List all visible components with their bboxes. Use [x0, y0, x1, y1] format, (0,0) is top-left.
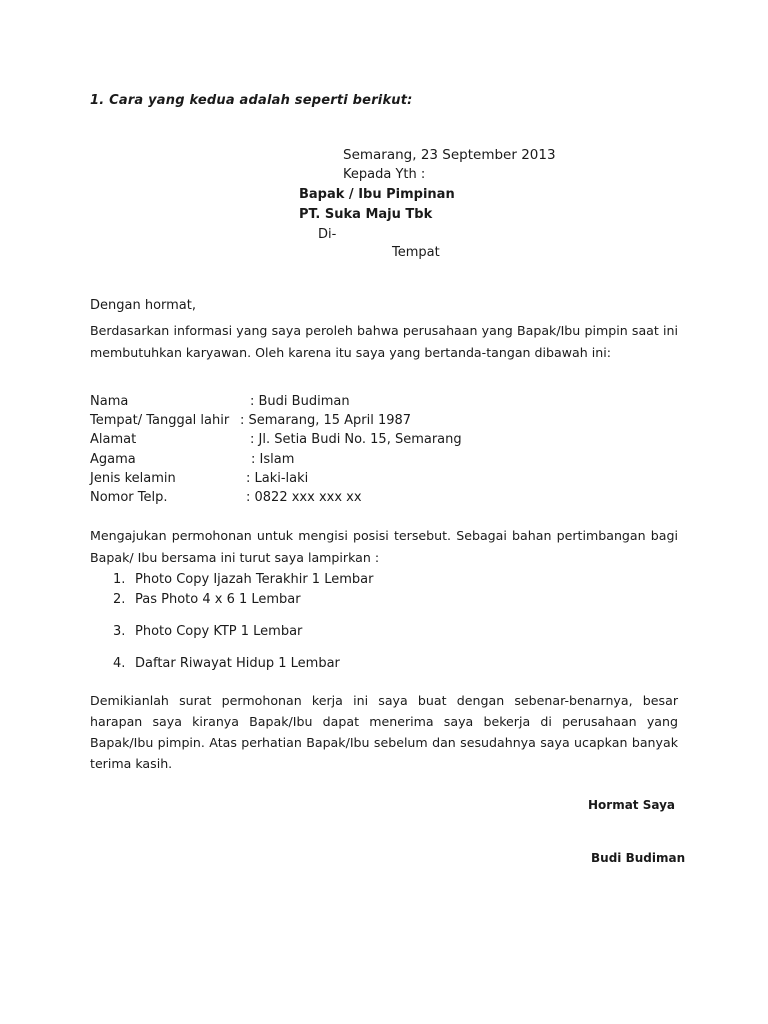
detail-label: Jenis kelamin	[90, 471, 176, 486]
detail-label: Alamat	[90, 432, 137, 447]
detail-value: : Islam	[251, 452, 295, 467]
attachment-number: 3.	[113, 624, 126, 639]
detail-value: : Laki-laki	[246, 471, 309, 486]
detail-label: Tempat/ Tanggal lahir	[90, 413, 230, 428]
recipient-place: Tempat	[392, 245, 440, 260]
attachment-text: Photo Copy Ijazah Terakhir 1 Lembar	[135, 572, 374, 587]
detail-value: : Semarang, 15 April 1987	[240, 413, 412, 428]
letter-date: Semarang, 23 September 2013	[343, 147, 556, 163]
detail-label: Agama	[90, 452, 136, 467]
addressee-prefix: Kepada Yth :	[343, 167, 426, 182]
detail-value: : Jl. Setia Budi No. 15, Semarang	[250, 432, 462, 447]
attachment-text: Photo Copy KTP 1 Lembar	[135, 624, 303, 639]
attachment-item	[113, 656, 340, 671]
attachment-item	[113, 592, 301, 607]
signature-name: Budi Budiman	[591, 851, 686, 865]
attachment-item	[113, 572, 373, 587]
application-paragraph: Mengajukan permohonan untuk mengisi posisi tersebut. Sebagai bahan pertimbangan bagi Bapak/ Ibu bersama ini turut saya lampirkan :	[90, 528, 678, 565]
attachment-number: 2.	[113, 592, 126, 607]
attachment-number: 4.	[113, 656, 126, 671]
section-heading: 1. Cara yang kedua adalah seperti berikut:	[90, 93, 413, 108]
detail-label: Nomor Telp.	[90, 490, 168, 505]
recipient-di: Di-	[318, 227, 337, 242]
recipient-title: Bapak / Ibu Pimpinan	[299, 187, 455, 202]
sign-off: Hormat Saya	[588, 798, 676, 812]
detail-value: : 0822 xxx xxx xx	[246, 490, 362, 505]
intro-paragraph: Berdasarkan informasi yang saya peroleh bahwa perusahaan yang Bapak/Ibu pimpin saat ini membutuhkan karyawan. Oleh karena itu saya yang bertanda-tangan dibawah ini:	[90, 323, 678, 360]
attachment-item	[113, 624, 302, 639]
attachment-text: Pas Photo 4 x 6 1 Lembar	[135, 592, 301, 607]
attachment-text: Daftar Riwayat Hidup 1 Lembar	[135, 656, 340, 671]
attachment-number: 1.	[113, 572, 126, 587]
detail-label: Nama	[90, 394, 129, 409]
greeting: Dengan hormat,	[90, 298, 197, 313]
detail-value: : Budi Budiman	[250, 394, 350, 409]
recipient-company: PT. Suka Maju Tbk	[299, 207, 433, 222]
closing-paragraph: Demikianlah surat permohonan kerja ini saya buat dengan sebenar-benarnya, besar harapan saya kiranya Bapak/Ibu dapat menerima saya bekerja di perusahaan yang Bapak/Ibu pimpin. Atas perhatian Bapak/Ibu sebelum dan sesudahnya saya ucapkan banyak terima kasih.	[90, 693, 678, 771]
